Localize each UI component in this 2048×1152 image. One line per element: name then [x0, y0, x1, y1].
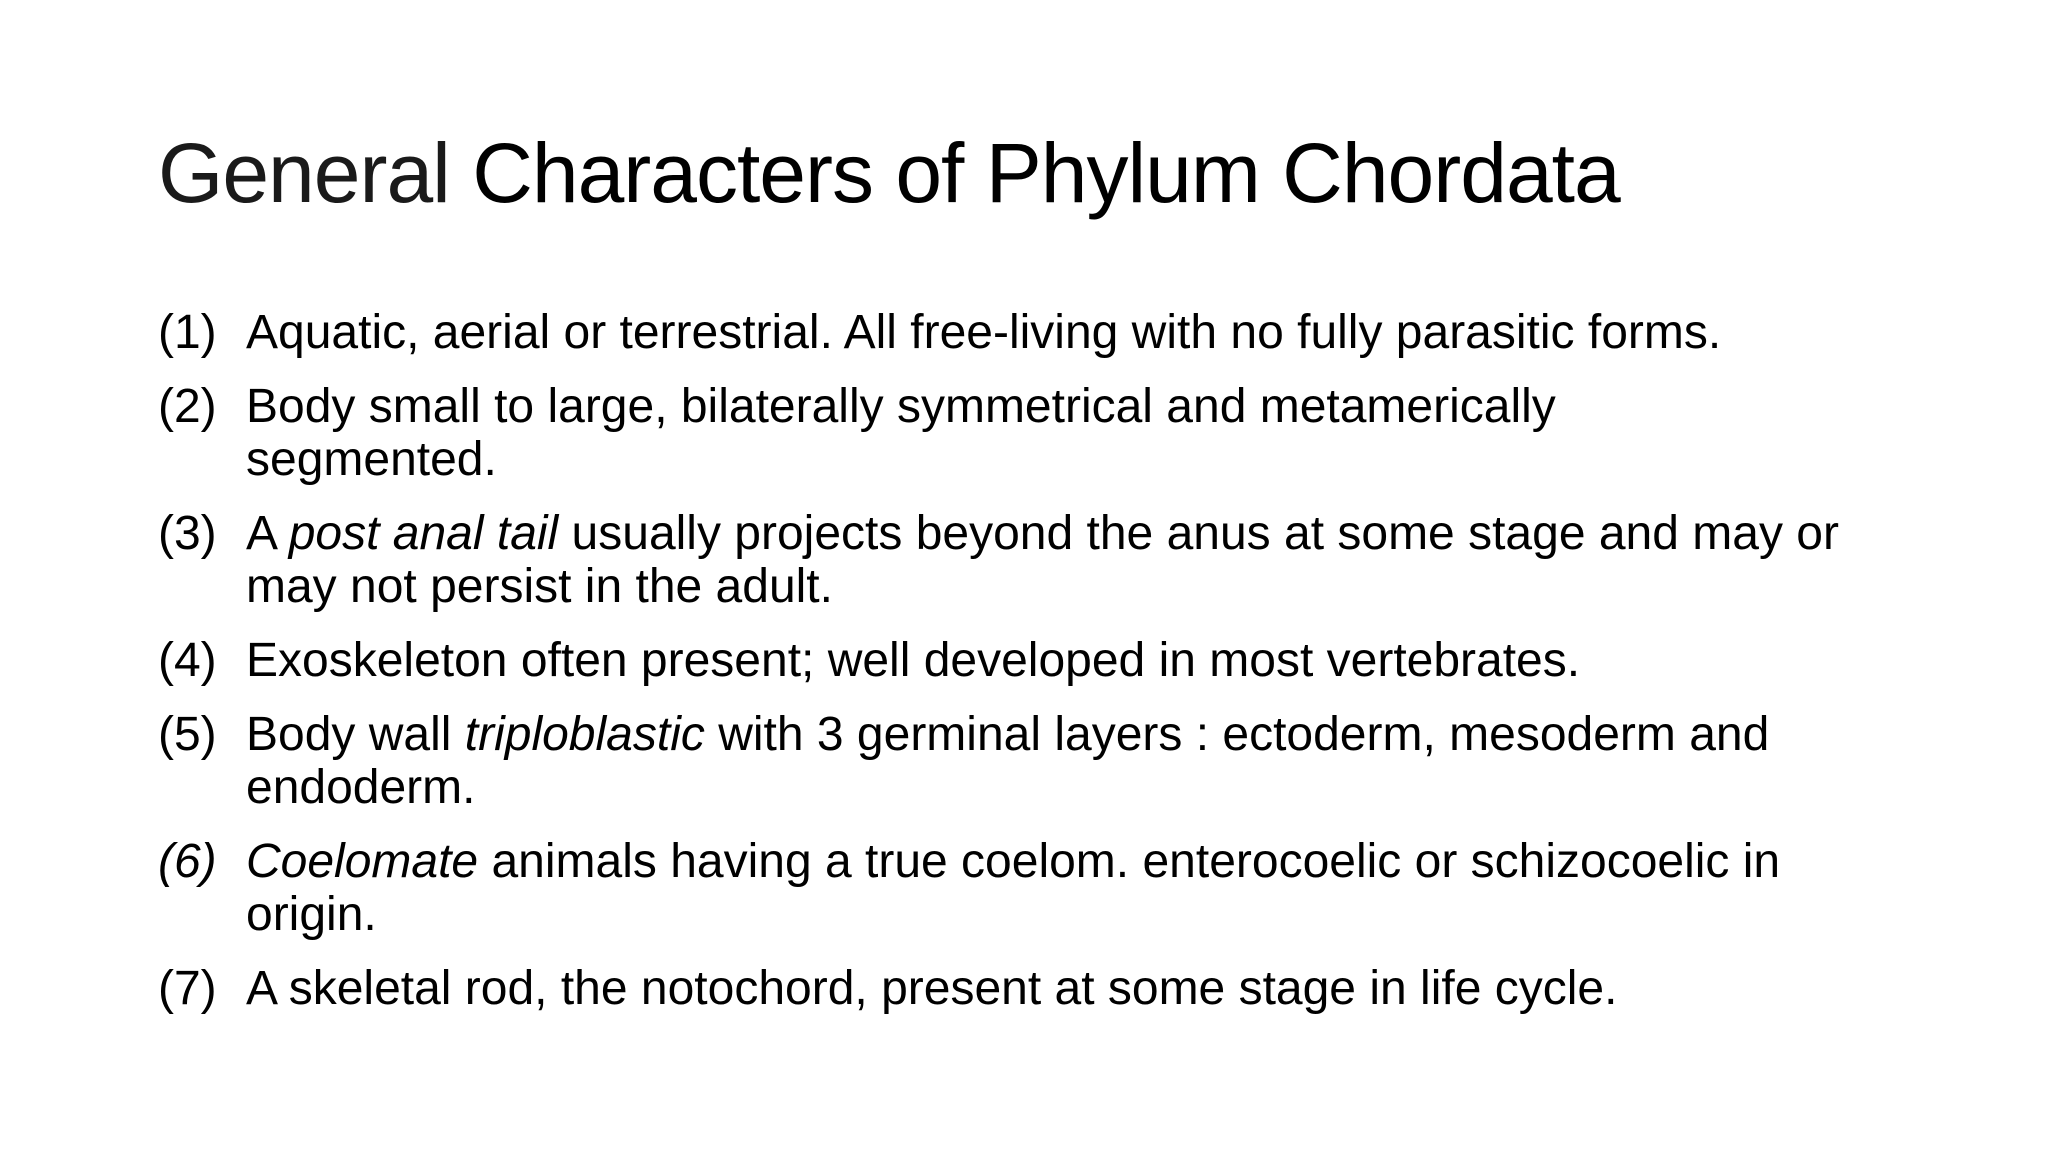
item-number: (1) — [158, 306, 217, 359]
item-text-pre: Exoskeleton often present; well developed in most vertebrates. — [246, 634, 1581, 687]
title-light-part: General — [158, 126, 450, 220]
list-item — [158, 306, 1918, 359]
item-text-emphasis: Coelomate — [246, 835, 479, 888]
item-text-pre: Body wall — [246, 708, 465, 761]
item-text-pre: Body small to large, bilaterally symmetrical and metamerically segmented. — [246, 380, 1556, 486]
characters-list — [158, 306, 1918, 1036]
item-text-emphasis: triploblastic — [464, 708, 705, 761]
item-text — [246, 634, 1918, 687]
item-number: (7) — [158, 962, 217, 1015]
item-text-post: with 3 germinal layers : ectoderm, mesoderm and endoderm. — [246, 708, 1770, 814]
list-item — [158, 634, 1918, 687]
item-text — [246, 380, 1726, 486]
item-number: (6) — [158, 835, 217, 888]
item-text — [246, 708, 1918, 814]
title-strong-part: Characters of Phylum Chordata — [472, 126, 1620, 220]
item-text-pre: A skeletal rod, the notochord, present at some stage in life cycle. — [246, 962, 1618, 1015]
item-text — [246, 507, 1918, 613]
item-text — [246, 835, 1918, 941]
item-text — [246, 962, 1918, 1015]
item-text-post: animals having a true coelom. enterocoelic or schizocoelic in origin. — [246, 835, 1781, 941]
list-item — [158, 962, 1918, 1015]
slide-title — [158, 118, 1620, 228]
list-item — [158, 380, 1918, 486]
item-text-emphasis: post anal tail — [288, 507, 559, 560]
item-text-post: usually projects beyond the anus at some stage and may or may not persist in the adult. — [246, 507, 1839, 613]
list-item — [158, 835, 1918, 941]
list-item — [158, 507, 1918, 613]
item-text-pre: A — [246, 507, 289, 560]
item-number: (4) — [158, 634, 217, 687]
item-text-pre: Aquatic, aerial or terrestrial. All free-living with no fully parasitic forms. — [246, 306, 1722, 359]
item-number: (2) — [158, 380, 217, 433]
item-number: (3) — [158, 507, 217, 560]
list-item — [158, 708, 1918, 814]
item-number: (5) — [158, 708, 217, 761]
item-text — [246, 306, 1918, 359]
